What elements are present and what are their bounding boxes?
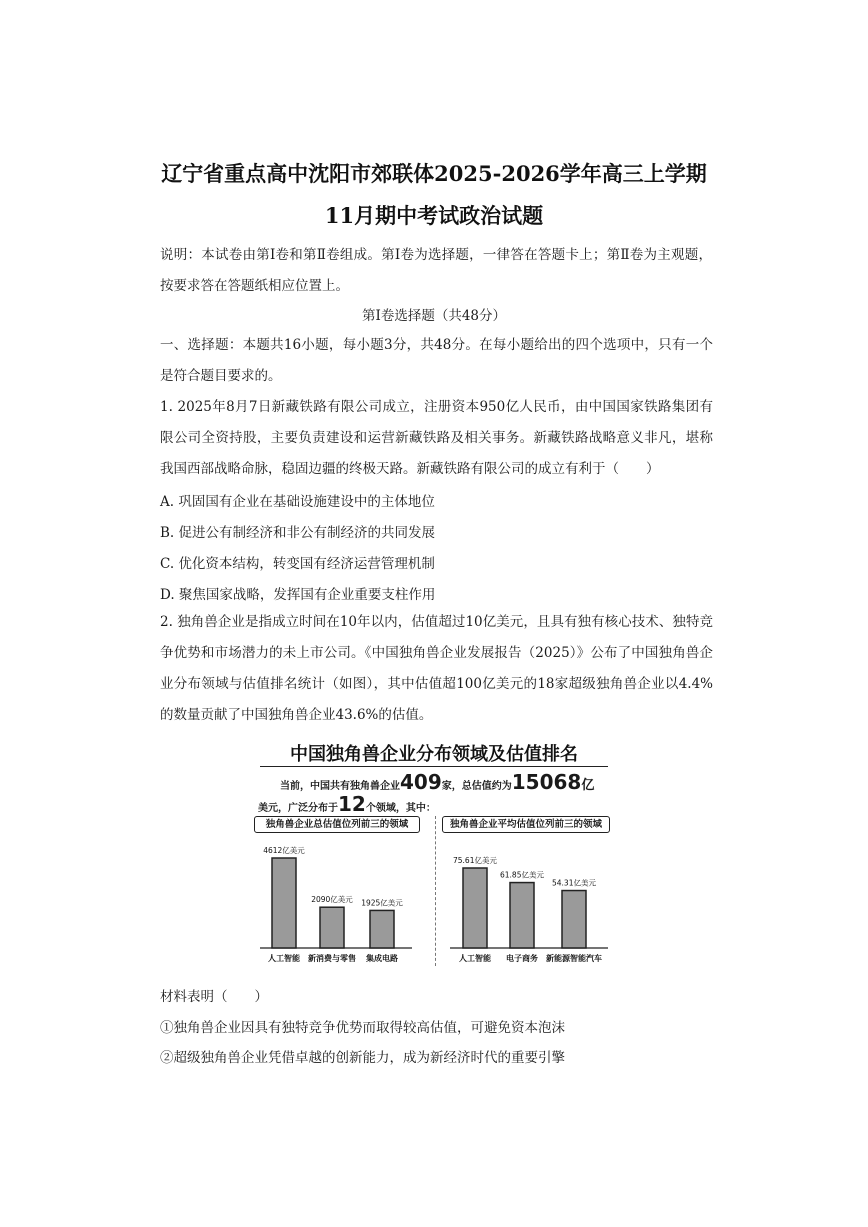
chart2-category-label-3: 新能源智能汽车 xyxy=(546,954,602,963)
chart1-category-label-3: 集成电路 xyxy=(366,954,398,963)
chart1-value-label-3: 1925亿美元 xyxy=(361,898,403,908)
unicorn-count: 409 xyxy=(400,770,442,794)
chart2-title-box: 独角兽企业平均估值位列前三的领域 xyxy=(442,816,610,833)
chart1-title-box: 独角兽企业总估值位列前三的领域 xyxy=(254,816,420,833)
q2-item-2: ②超级独角兽企业凭借卓越的创新能力，成为新经济时代的重要引擎 xyxy=(160,1050,565,1066)
chart2-category-label-2: 电子商务 xyxy=(506,954,538,963)
infographic-title: 中国独角兽企业分布领域及估值排名 xyxy=(290,744,578,765)
bar-charts xyxy=(254,738,614,970)
total-valuation: 15068 xyxy=(511,770,582,794)
summary-text: 个领域，其中： xyxy=(365,803,436,814)
chart2-value-label-2: 61.85亿美元 xyxy=(500,870,544,880)
summary-text: 美元，广泛分布于 xyxy=(258,803,338,814)
question-2-stem: 2. 独角兽企业是指成立时间在10年以内，估值超过10亿美元，且具有独有核心技术、独特竞争优势和市场潜力的未上市公司。《中国独角兽企业发展报告（2025）》公布了中国独角兽企业分布领域与估值排名统计（如图），其中估值超100亿美元的18家超级独角兽企业以4.4%的数量贡献了中国独角兽企业43.6%的估值。 xyxy=(160,614,713,723)
summary-text: 当前，中国共有独角兽企业 xyxy=(280,781,400,792)
q1-option-b: B. 促进公有制经济和非公有制经济的共同发展 xyxy=(160,525,436,541)
section-heading: 第Ⅰ卷选择题（共48分） xyxy=(361,308,506,324)
chart2-bar-1 xyxy=(463,868,487,948)
chart2-value-label-3: 54.31亿美元 xyxy=(552,878,596,888)
chart1-bar-1 xyxy=(272,858,296,948)
summary-text: 家，总估值约为 xyxy=(441,781,512,792)
q1-option-a: A. 巩固国有企业在基础设施建设中的主体地位 xyxy=(160,494,435,510)
chart1-category-label-2: 新消费与零售 xyxy=(308,954,356,963)
q1-option-c: C. 优化资本结构，转变国有经济运营管理机制 xyxy=(160,556,435,572)
summary-unit: 亿 xyxy=(581,778,595,793)
exam-title-line2: 11月期中考试政治试题 xyxy=(324,203,544,228)
field-count: 12 xyxy=(338,792,366,816)
chart2-category-label-1: 人工智能 xyxy=(459,954,491,963)
chart2-bar-3 xyxy=(562,891,586,948)
chart2-bar-2 xyxy=(510,883,534,948)
section-intro: 一、选择题：本题共16小题，每小题3分，共48分。在每小题给出的四个选项中，只有一个是符合题目要求的。 xyxy=(160,337,713,384)
infographic xyxy=(254,738,614,970)
q1-option-d: D. 聚焦国家战略，发挥国有企业重要支柱作用 xyxy=(160,587,436,603)
q2-item-1: ①独角兽企业因具有独特竞争优势而取得较高估值，可避免资本泡沫 xyxy=(160,1020,565,1036)
chart1-bar-3 xyxy=(370,910,394,948)
chart1-value-label-1: 4612亿美元 xyxy=(263,846,305,855)
chart1-bar-2 xyxy=(320,907,344,948)
question-1-stem: 1. 2025年8月7日新藏铁路有限公司成立，注册资本950亿人民币，由中国国家铁路集团有限公司全资持股，主要负责建设和运营新藏铁路及相关事务。新藏铁路战略意义非凡，堪称我国西部战略命脉，稳固边疆的终极天路。新藏铁路有限公司的成立有利于（ ） xyxy=(160,399,713,477)
chart1-value-label-2: 2090亿美元 xyxy=(311,895,353,905)
material-prompt: 材料表明（ ） xyxy=(160,989,268,1005)
chart1-category-label-1: 人工智能 xyxy=(268,954,300,963)
exam-title-line1: 辽宁省重点高中沈阳市郊联体2025-2026学年高三上学期 xyxy=(161,161,707,186)
instructions: 说明：本试卷由第Ⅰ卷和第Ⅱ卷组成。第Ⅰ卷为选择题，一律答在答题卡上；第Ⅱ卷为主观题，按要求答在答题纸相应位置上。 xyxy=(160,247,712,294)
chart2-value-label-1: 75.61亿美元 xyxy=(453,856,497,865)
